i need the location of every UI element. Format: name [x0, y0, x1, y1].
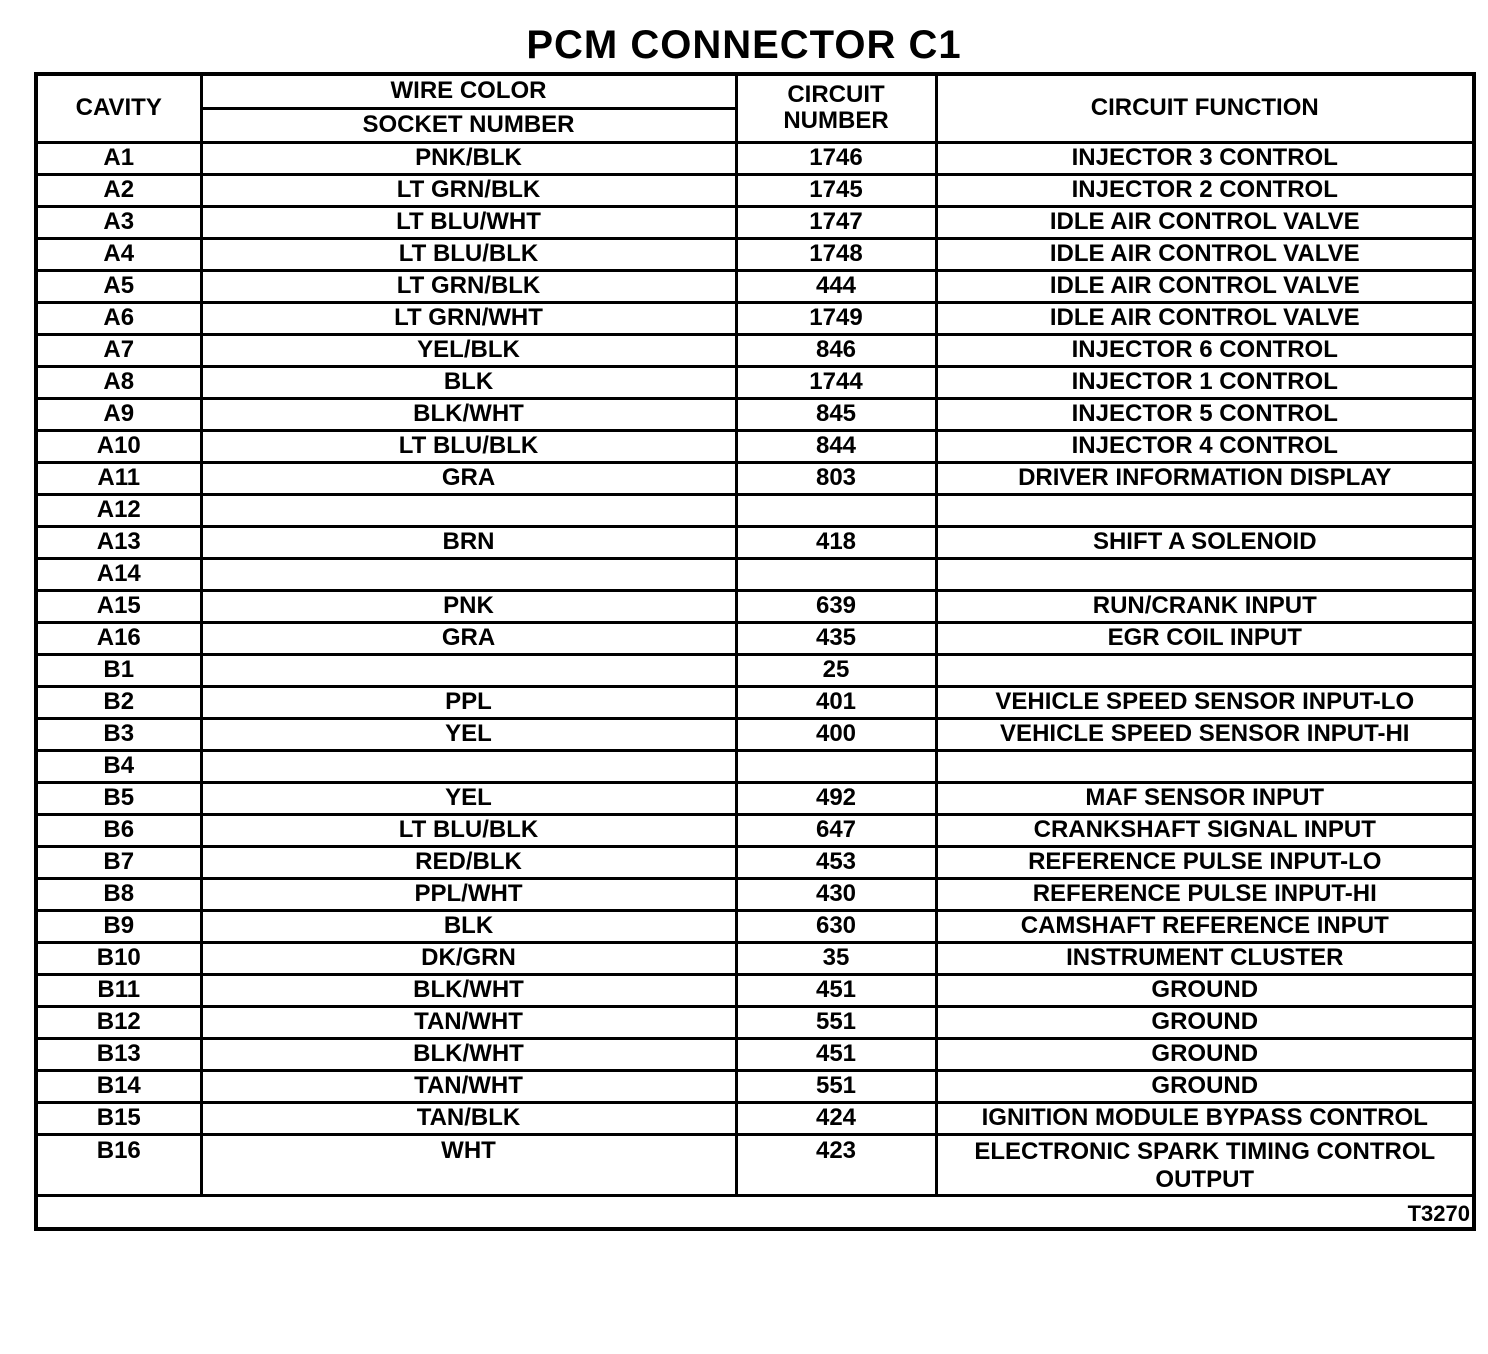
wire-color-cell: RED/BLK — [201, 846, 736, 878]
table-row — [36, 142, 1474, 174]
cavity-cell: B2 — [36, 686, 201, 718]
table-row — [36, 398, 1474, 430]
footer-row — [36, 1195, 1474, 1229]
circuit-function-cell: INJECTOR 6 CONTROL — [936, 334, 1474, 366]
circuit-number-cell: 451 — [736, 974, 936, 1006]
circuit-function-cell: VEHICLE SPEED SENSOR INPUT-HI — [936, 718, 1474, 750]
circuit-function-cell: REFERENCE PULSE INPUT-HI — [936, 878, 1474, 910]
cavity-cell: B4 — [36, 750, 201, 782]
table-row — [36, 1102, 1474, 1134]
cavity-cell: B3 — [36, 718, 201, 750]
wire-color-cell: GRA — [201, 622, 736, 654]
wire-color-cell: LT GRN/WHT — [201, 302, 736, 334]
cavity-cell: B1 — [36, 654, 201, 686]
table-row — [36, 494, 1474, 526]
table-row — [36, 206, 1474, 238]
header-wire-color: WIRE COLOR — [201, 74, 736, 108]
circuit-number-cell: 435 — [736, 622, 936, 654]
cavity-cell: B6 — [36, 814, 201, 846]
cavity-cell: B10 — [36, 942, 201, 974]
circuit-number-cell: 453 — [736, 846, 936, 878]
table-row — [36, 1134, 1474, 1195]
circuit-function-cell: RUN/CRANK INPUT — [936, 590, 1474, 622]
cavity-cell: B15 — [36, 1102, 201, 1134]
circuit-function-cell — [936, 558, 1474, 590]
circuit-function-cell: IDLE AIR CONTROL VALVE — [936, 206, 1474, 238]
cavity-cell: A7 — [36, 334, 201, 366]
circuit-number-cell: 1747 — [736, 206, 936, 238]
circuit-number-cell: 1746 — [736, 142, 936, 174]
circuit-function-cell: MAF SENSOR INPUT — [936, 782, 1474, 814]
cavity-cell: B9 — [36, 910, 201, 942]
figure-code: T3270 — [36, 1195, 1474, 1229]
circuit-function-cell: INJECTOR 5 CONTROL — [936, 398, 1474, 430]
table-row — [36, 430, 1474, 462]
cavity-cell: A10 — [36, 430, 201, 462]
circuit-number-cell: 1748 — [736, 238, 936, 270]
wire-color-cell: LT GRN/BLK — [201, 270, 736, 302]
circuit-number-cell: 846 — [736, 334, 936, 366]
wire-color-cell: WHT — [201, 1134, 736, 1195]
circuit-number-cell: 647 — [736, 814, 936, 846]
circuit-number-cell: 400 — [736, 718, 936, 750]
circuit-number-cell: 844 — [736, 430, 936, 462]
page-title: PCM CONNECTOR C1 — [526, 23, 962, 67]
cavity-cell: A3 — [36, 206, 201, 238]
cavity-cell: B8 — [36, 878, 201, 910]
table-row — [36, 750, 1474, 782]
cavity-cell: B16 — [36, 1134, 201, 1195]
table-row — [36, 270, 1474, 302]
cavity-cell: B13 — [36, 1038, 201, 1070]
cavity-cell: B7 — [36, 846, 201, 878]
table-row — [36, 622, 1474, 654]
circuit-number-cell: 418 — [736, 526, 936, 558]
wire-color-cell: BLK/WHT — [201, 398, 736, 430]
circuit-number-cell: 1749 — [736, 302, 936, 334]
circuit-number-cell: 424 — [736, 1102, 936, 1134]
wire-color-cell: BLK — [201, 910, 736, 942]
circuit-function-cell — [936, 654, 1474, 686]
wire-color-cell — [201, 558, 736, 590]
cavity-cell: A4 — [36, 238, 201, 270]
table-row — [36, 942, 1474, 974]
cavity-cell: A14 — [36, 558, 201, 590]
table-row — [36, 590, 1474, 622]
table-row — [36, 814, 1474, 846]
cavity-cell: A13 — [36, 526, 201, 558]
wire-color-cell: BRN — [201, 526, 736, 558]
circuit-function-cell: IDLE AIR CONTROL VALVE — [936, 238, 1474, 270]
wire-color-cell: LT GRN/BLK — [201, 174, 736, 206]
wire-color-cell: PPL — [201, 686, 736, 718]
table-row — [36, 1006, 1474, 1038]
table-row — [36, 910, 1474, 942]
circuit-function-cell: IDLE AIR CONTROL VALVE — [936, 302, 1474, 334]
circuit-number-cell: 630 — [736, 910, 936, 942]
cavity-cell: A9 — [36, 398, 201, 430]
wire-color-cell: TAN/WHT — [201, 1070, 736, 1102]
wire-color-cell: PPL/WHT — [201, 878, 736, 910]
table-row — [36, 1038, 1474, 1070]
cavity-cell: A12 — [36, 494, 201, 526]
circuit-function-cell: IDLE AIR CONTROL VALVE — [936, 270, 1474, 302]
table-row — [36, 718, 1474, 750]
circuit-number-cell: 551 — [736, 1006, 936, 1038]
table-row — [36, 366, 1474, 398]
circuit-number-cell: 423 — [736, 1134, 936, 1195]
circuit-function-cell: INJECTOR 4 CONTROL — [936, 430, 1474, 462]
cavity-cell: A16 — [36, 622, 201, 654]
table-row — [36, 878, 1474, 910]
circuit-number-cell: 35 — [736, 942, 936, 974]
circuit-function-cell: CRANKSHAFT SIGNAL INPUT — [936, 814, 1474, 846]
circuit-number-cell: 803 — [736, 462, 936, 494]
circuit-function-cell: GROUND — [936, 1006, 1474, 1038]
wire-color-cell: TAN/WHT — [201, 1006, 736, 1038]
circuit-number-cell: 845 — [736, 398, 936, 430]
wire-color-cell — [201, 494, 736, 526]
wire-color-cell: YEL — [201, 718, 736, 750]
header-row-1 — [36, 74, 1474, 108]
cavity-cell: A15 — [36, 590, 201, 622]
wire-color-cell: BLK/WHT — [201, 1038, 736, 1070]
circuit-function-cell: INJECTOR 2 CONTROL — [936, 174, 1474, 206]
wire-color-cell: BLK — [201, 366, 736, 398]
circuit-function-cell: DRIVER INFORMATION DISPLAY — [936, 462, 1474, 494]
circuit-function-cell: GROUND — [936, 1038, 1474, 1070]
table-row — [36, 462, 1474, 494]
cavity-cell: B12 — [36, 1006, 201, 1038]
table-row — [36, 526, 1474, 558]
wire-color-cell — [201, 654, 736, 686]
wire-color-cell: BLK/WHT — [201, 974, 736, 1006]
table-body — [36, 142, 1474, 1195]
circuit-number-cell: 444 — [736, 270, 936, 302]
wire-color-cell: PNK/BLK — [201, 142, 736, 174]
wire-color-cell — [201, 750, 736, 782]
cavity-cell: A5 — [36, 270, 201, 302]
circuit-number-cell: 639 — [736, 590, 936, 622]
header-circuit-line1: CIRCUIT — [787, 81, 885, 109]
table-row — [36, 974, 1474, 1006]
wire-color-cell: LT BLU/BLK — [201, 238, 736, 270]
circuit-function-cell: EGR COIL INPUT — [936, 622, 1474, 654]
table-row — [36, 174, 1474, 206]
table-row — [36, 1070, 1474, 1102]
circuit-number-cell — [736, 558, 936, 590]
circuit-number-cell — [736, 750, 936, 782]
cavity-cell: B5 — [36, 782, 201, 814]
circuit-function-cell: SHIFT A SOLENOID — [936, 526, 1474, 558]
circuit-function-cell: GROUND — [936, 1070, 1474, 1102]
table-row — [36, 334, 1474, 366]
header-socket-number: SOCKET NUMBER — [201, 108, 736, 142]
wire-color-cell: PNK — [201, 590, 736, 622]
circuit-number-cell: 1745 — [736, 174, 936, 206]
table-row — [36, 654, 1474, 686]
circuit-function-cell: VEHICLE SPEED SENSOR INPUT-LO — [936, 686, 1474, 718]
circuit-function-cell: INJECTOR 3 CONTROL — [936, 142, 1474, 174]
circuit-number-cell: 551 — [736, 1070, 936, 1102]
wire-color-cell: YEL/BLK — [201, 334, 736, 366]
header-circuit-number — [736, 74, 936, 142]
table-row — [36, 302, 1474, 334]
header-circuit-line2: NUMBER — [783, 107, 889, 135]
circuit-number-cell: 492 — [736, 782, 936, 814]
wire-color-cell: DK/GRN — [201, 942, 736, 974]
header-circuit-function: CIRCUIT FUNCTION — [936, 74, 1474, 142]
table-row — [36, 238, 1474, 270]
circuit-function-cell: ELECTRONIC SPARK TIMING CONTROL OUTPUT — [936, 1134, 1474, 1195]
circuit-function-cell: CAMSHAFT REFERENCE INPUT — [936, 910, 1474, 942]
cavity-cell: A2 — [36, 174, 201, 206]
circuit-function-cell: IGNITION MODULE BYPASS CONTROL — [936, 1102, 1474, 1134]
wire-color-cell: LT BLU/WHT — [201, 206, 736, 238]
cavity-cell: A11 — [36, 462, 201, 494]
circuit-function-cell: INJECTOR 1 CONTROL — [936, 366, 1474, 398]
table-row — [36, 782, 1474, 814]
circuit-number-cell — [736, 494, 936, 526]
cavity-cell: A1 — [36, 142, 201, 174]
circuit-number-cell: 25 — [736, 654, 936, 686]
circuit-number-cell: 1744 — [736, 366, 936, 398]
circuit-function-cell: REFERENCE PULSE INPUT-LO — [936, 846, 1474, 878]
wire-color-cell: YEL — [201, 782, 736, 814]
wire-color-cell: LT BLU/BLK — [201, 430, 736, 462]
table-row — [36, 686, 1474, 718]
cavity-cell: B14 — [36, 1070, 201, 1102]
circuit-function-cell — [936, 494, 1474, 526]
circuit-number-cell: 451 — [736, 1038, 936, 1070]
circuit-function-cell — [936, 750, 1474, 782]
table-row — [36, 558, 1474, 590]
circuit-number-cell: 401 — [736, 686, 936, 718]
wire-color-cell: TAN/BLK — [201, 1102, 736, 1134]
wire-color-cell: GRA — [201, 462, 736, 494]
circuit-function-cell: INSTRUMENT CLUSTER — [936, 942, 1474, 974]
cavity-cell: B11 — [36, 974, 201, 1006]
wire-color-cell: LT BLU/BLK — [201, 814, 736, 846]
cavity-cell: A8 — [36, 366, 201, 398]
connector-table — [34, 72, 1476, 1231]
header-cavity: CAVITY — [36, 74, 201, 142]
cavity-cell: A6 — [36, 302, 201, 334]
table-row — [36, 846, 1474, 878]
circuit-number-cell: 430 — [736, 878, 936, 910]
circuit-function-cell: GROUND — [936, 974, 1474, 1006]
